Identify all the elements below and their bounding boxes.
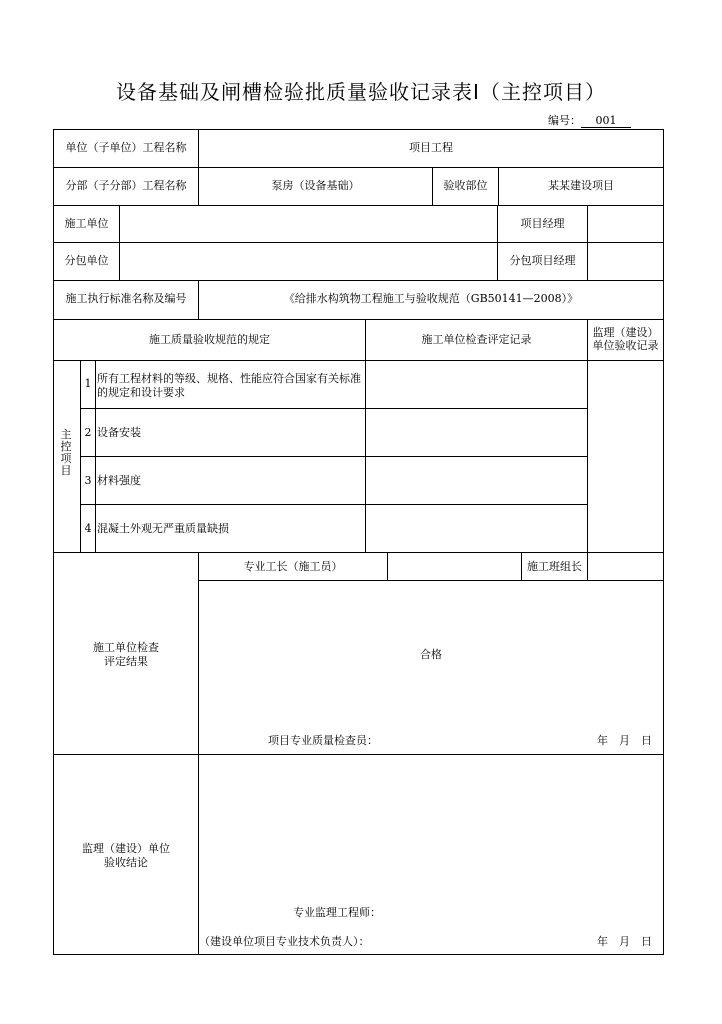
supervise-items-cell	[587, 360, 664, 553]
foreman-label: 专业工长（施工员）	[243, 560, 343, 573]
form-number	[548, 112, 631, 128]
supervision-label-line2: 验收结论	[104, 856, 148, 869]
form-title: 设备基础及闸槽检验批质量验收记录表Ⅰ（主控项目）	[116, 80, 606, 104]
standard-value: 《给排水构筑物工程施工与验收规范（GB50141—2008）》	[283, 292, 579, 305]
supervision-engineer-label: 专业监理工程师：	[293, 906, 381, 919]
item-4-no: 4	[84, 522, 92, 535]
inspection-date: 年 月 日	[597, 734, 652, 747]
acceptance-form	[53, 129, 664, 955]
supervision-conclusion-cell	[198, 754, 664, 955]
supervision-label-line1: 监理（建设）单位	[82, 842, 170, 855]
main-items-label: 主控项目	[60, 428, 72, 477]
item-2-check-cell	[365, 408, 588, 457]
supervision-date: 年 月 日	[597, 935, 652, 948]
item-1-no: 1	[84, 377, 92, 390]
inspection-result-value: 合格	[420, 648, 442, 661]
item-2-no: 2	[84, 426, 92, 439]
sub-project-manager-label: 分包项目经理	[509, 254, 576, 267]
sub-project-manager-value-cell	[587, 242, 664, 281]
supervise-column-header-line1: 监理（建设）	[592, 326, 659, 339]
sub-project-value: 泵房（设备基础）	[271, 179, 360, 192]
sub-project-label: 分部（子分部）工程名称	[65, 179, 187, 192]
contractor-value-cell	[119, 205, 498, 243]
item-2-text: 设备安装	[97, 426, 141, 439]
project-manager-value-cell	[587, 205, 664, 243]
item-4-text: 混凝土外观无严重质量缺损	[97, 522, 229, 535]
spec-column-header: 施工质量验收规范的规定	[149, 333, 270, 346]
team-leader-label: 施工班组长	[527, 560, 582, 573]
item-4-check-cell	[365, 504, 588, 553]
quality-inspector-label: 项目专业质量检查员：	[268, 734, 378, 747]
check-column-header: 施工单位检查评定记录	[421, 333, 532, 346]
inspection-result-label-line1: 施工单位检查	[93, 641, 159, 654]
inspection-result-cell	[198, 580, 664, 755]
item-1-check-cell	[365, 360, 588, 409]
team-leader-value-cell	[587, 552, 664, 581]
supervise-column-header-line2: 单位验收记录	[592, 339, 659, 352]
acceptance-part-value: 某某建设项目	[548, 179, 614, 192]
form-number-value: 001	[581, 114, 631, 128]
unit-name-label: 单位（子单位）工程名称	[65, 141, 187, 154]
standard-label: 施工执行标准名称及编号	[65, 292, 187, 305]
contractor-label: 施工单位	[64, 217, 109, 230]
item-3-check-cell	[365, 456, 588, 505]
item-1-text: 所有工程材料的等级、规格、性能应符合国家有关标准的规定和设计要求	[97, 372, 361, 399]
item-3-no: 3	[84, 474, 92, 487]
inspection-result-label-line2: 评定结果	[104, 655, 148, 668]
owner-technical-lead-label: （建设单位项目专业技术负责人）：	[199, 935, 370, 948]
unit-name-value: 项目工程	[409, 141, 453, 154]
foreman-value-cell	[387, 552, 522, 581]
subcontractor-label: 分包单位	[64, 254, 109, 267]
project-manager-label: 项目经理	[520, 217, 565, 230]
subcontractor-value-cell	[119, 242, 498, 281]
acceptance-part-label: 验收部位	[443, 179, 488, 192]
form-number-label: 编号：	[548, 114, 581, 127]
item-3-text: 材料强度	[97, 474, 141, 487]
